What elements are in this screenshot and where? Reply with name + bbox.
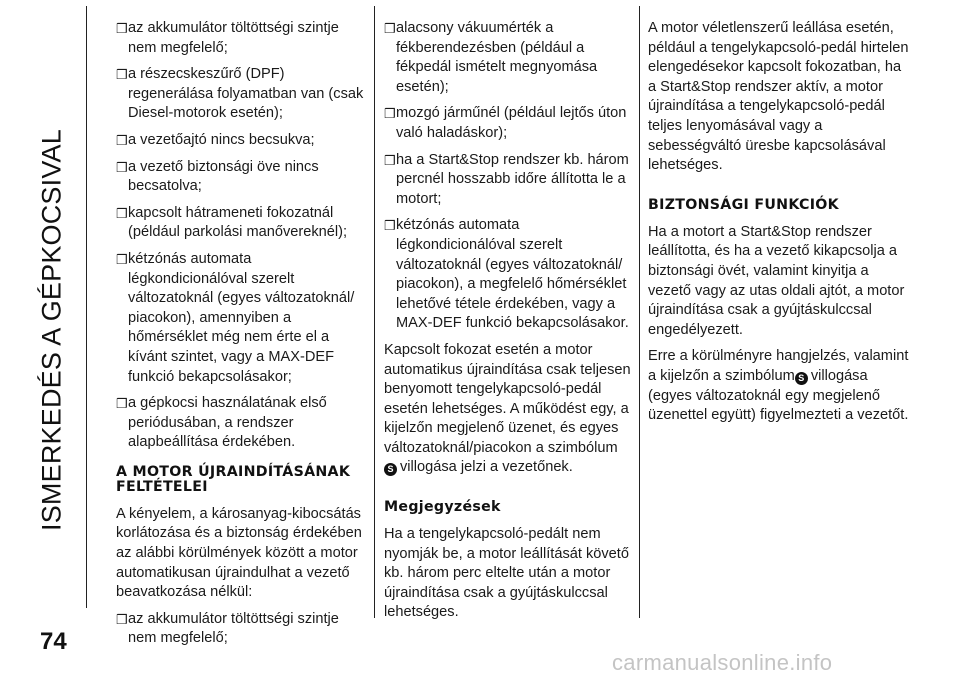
paragraph: A kényelem, a károsanyag-kibocsátás korlátozása és a biztonság érdekében az alábbi körülmények között a motor automatikusan újraindulhat a vezető beavatkozása nélkül: <box>116 505 362 601</box>
column-1 <box>116 19 368 656</box>
checkbox-bullet-icon: ❒ <box>116 21 128 36</box>
checkbox-bullet-icon: ❒ <box>116 205 128 221</box>
bullet-first-line: az akkumulátor töltöttségi szintje nem <box>128 20 339 56</box>
bullet-continuation: megfelelő; <box>160 39 228 56</box>
column-3 <box>648 19 910 433</box>
section-heading: BIZTONSÁGI FUNKCIÓK <box>648 196 839 213</box>
column-2 <box>384 19 632 630</box>
bullet-continuation: becsatolva; <box>128 178 202 195</box>
bullet-text <box>128 250 368 387</box>
bullet-first-line: a vezetőajtó nincs becsukva; <box>128 131 315 148</box>
bullet-item <box>116 19 368 58</box>
checkbox-bullet-icon: ❒ <box>384 152 396 168</box>
note-paragraph: Ha a tengelykapcsoló-pedált nem nyomják be, a motor leállítását követő kb. három perc eltelte után a motor újraindítása csak a gyújtáskulccsal lehetséges. <box>384 526 629 621</box>
checkbox-bullet-icon: ❒ <box>384 106 396 122</box>
paragraph-text: Kapcsolt fokozat esetén a motor automatikus újraindítása csak teljesen benyomott tengelykapcsoló-pedál esetén lehetséges. A működést egy, a kijelzőn megjelenő üzenet, és egyes változatoknál/piacokon a szimbólum <box>384 341 631 456</box>
bullet-text <box>128 610 368 649</box>
side-divider <box>86 6 87 608</box>
bullet-text <box>396 151 632 210</box>
bullet-continuation: percnél hosszabb időre állította le a motort; <box>396 171 626 207</box>
paragraph-text: Erre a körülményre hangjelzés, valamint a kijelzőn a szimbólum <box>648 348 909 384</box>
bullet-text <box>128 65 368 124</box>
start-stop-warning-icon: S <box>384 463 397 476</box>
bullet-first-line: mozgó járműnél (például lejtős úton <box>396 105 627 122</box>
bullet-item <box>116 394 368 453</box>
bullet-continuation: folyamatban van (csak Diesel-motorok esetén); <box>128 85 364 122</box>
watermark: carmanualsonline.info <box>612 650 833 675</box>
bullet-first-line: alacsony vákuumérték a <box>396 20 554 36</box>
bullet-item <box>116 131 368 151</box>
bullet-continuation: periódusában, a rendszer alapbeállítása érdekében. <box>128 414 296 451</box>
bullet-first-line: ha a Start&Stop rendszer kb. három <box>396 151 629 168</box>
checkbox-bullet-icon: ❒ <box>116 251 128 267</box>
bullet-text <box>396 216 632 334</box>
checkbox-bullet-icon: ❒ <box>116 396 128 412</box>
bullet-continuation: való haladáskor); <box>396 124 508 141</box>
notes-heading: Megjegyzések <box>384 499 501 516</box>
bullet-text <box>128 131 368 151</box>
bullet-continuation: megfelelő; <box>160 630 228 647</box>
paragraph: Ha a motort a Start&Stop rendszer leállította, és ha a vezető kikapcsolja a biztonsági övét, valamint kinyitja a vezető vagy az utas oldali ajtót, a motor újraindítása csak a gyújtáskulccsal engedélyezett. <box>648 223 905 338</box>
paragraph: A motor véletlenszerű leállása esetén, például a tengelykapcsoló-pedál hirtelen elengedésekor kapcsolt fokozatban, ha a Start&Stop rendszer aktív, a motor újraindítása a tengelykapcsoló-pedál teljes lenyomásával vagy a sebességváltó üresbe kapcsolásával lehetséges. <box>648 20 909 174</box>
bullet-item <box>116 65 368 124</box>
column-divider-2 <box>639 6 640 618</box>
bullet-continuation: (például parkolási manővereknél); <box>128 224 348 241</box>
bullet-first-line: a részecskeszűrő (DPF) regenerálása <box>128 66 285 102</box>
bullet-text <box>128 19 368 58</box>
bullet-item <box>116 158 368 197</box>
bullet-first-line: a vezető biztonsági öve nincs <box>128 158 319 175</box>
bullet-first-line: az akkumulátor töltöttségi szintje nem <box>128 610 339 647</box>
paragraph-text: villogása jelzi a vezetőnek. <box>400 459 573 476</box>
checkbox-bullet-icon: ❒ <box>116 159 128 175</box>
bullet-first-line: a gépkocsi használatának első <box>128 395 327 412</box>
bullet-text <box>128 394 368 453</box>
bullet-continuation: fékberendezésben (például a fékpedál ismételt megnyomása esetén); <box>396 39 598 95</box>
page-number: 74 <box>40 628 67 655</box>
bullet-list <box>116 610 368 649</box>
start-stop-warning-icon: S <box>795 372 808 385</box>
checkbox-bullet-icon: ❒ <box>384 218 396 234</box>
bullet-text <box>128 158 368 197</box>
bullet-item <box>116 610 368 649</box>
checkbox-bullet-icon: ❒ <box>116 132 128 148</box>
bullet-item <box>116 250 368 387</box>
bullet-continuation: légkondicionálóval szerelt változatoknál (egyes változatoknál/ piacokon), a megfelelő hőmérséklet lehetővé tétele érdekében, vagy a MAX-DEF funkció bekapcsolásakor. <box>396 236 629 332</box>
side-section-title: ISMERKEDÉS A GÉPKOCSIVAL <box>36 129 67 531</box>
bullet-item <box>384 216 632 334</box>
bullet-text <box>396 19 632 97</box>
bullet-first-line: kétzónás automata <box>396 217 520 234</box>
bullet-first-line: kapcsolt hátrameneti fokozatnál <box>128 204 334 221</box>
paragraph <box>648 347 910 425</box>
checkbox-bullet-icon: ❒ <box>116 67 128 83</box>
bullet-item <box>116 204 368 243</box>
bullet-item <box>384 151 632 210</box>
bullet-continuation: légkondicionálóval szerelt változatoknál (egyes változatoknál/ piacokon), amennyiben a hőmérséklet még nem érte el a kívánt szintet, vagy a MAX-DEF funkció bekapcsolásakor; <box>128 270 355 385</box>
bullet-item <box>384 104 632 143</box>
bullet-text <box>396 104 632 143</box>
checkbox-bullet-icon: ❒ <box>384 21 396 36</box>
section-heading: A MOTOR ÚJRAINDÍTÁSÁNAK FELTÉTELEI <box>116 463 351 495</box>
bullet-list <box>384 19 632 334</box>
bullet-first-line: kétzónás automata <box>128 250 252 267</box>
paragraph-text: villogása (egyes változatoknál egy megjelenő üzenettel együtt) figyelmezteti a vezetőt. <box>648 367 909 424</box>
checkbox-bullet-icon: ❒ <box>116 611 128 627</box>
column-divider-1 <box>374 6 375 618</box>
bullet-item <box>384 19 632 97</box>
paragraph <box>384 341 632 478</box>
bullet-list <box>116 19 368 453</box>
bullet-text <box>128 204 368 243</box>
